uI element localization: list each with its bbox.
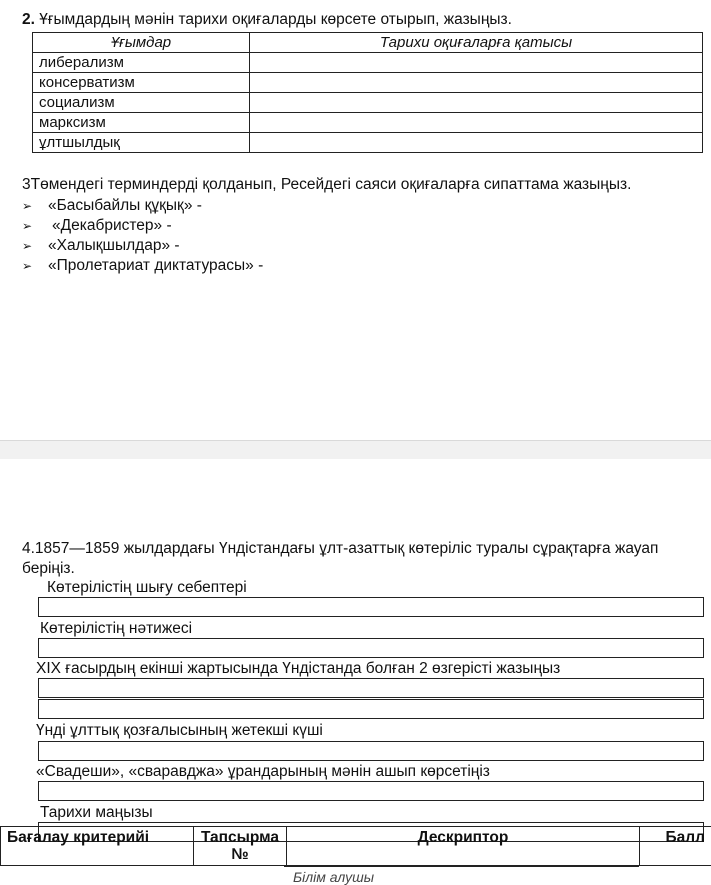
descriptor-subtext: Білім алушы	[293, 869, 374, 885]
task-number-header: Тапсырма №	[194, 827, 287, 866]
arrow-bullet-icon: ➢	[22, 256, 48, 276]
assessment-criteria-table	[0, 826, 711, 866]
score-header: Балл	[640, 827, 711, 866]
table-row: социализм	[33, 93, 703, 113]
prompt-leading-force: Үнді ұлттық қозғалысының жетекші күші	[36, 722, 323, 740]
prompt-slogans: «Свадеши», «сваравджа» ұрандарының мәнін ашып көрсетіңіз	[36, 763, 490, 781]
worksheet-page-bottom	[0, 459, 711, 876]
answer-cell[interactable]	[250, 93, 703, 113]
prompt-changes: XIX ғасырдың екінші жартысында Үндістанда болған 2 өзгерісті жазыңыз	[36, 660, 560, 678]
list-item: ➢ «Декабристер» -	[22, 216, 263, 236]
concepts-header: Ұғымдар	[33, 33, 250, 53]
answer-box-causes[interactable]	[38, 597, 704, 617]
answer-cell[interactable]	[250, 53, 703, 73]
worksheet-page-top	[0, 0, 711, 440]
divider	[284, 866, 639, 867]
table-row: либерализм	[33, 53, 703, 73]
list-item: ➢ «Басыбайлы құқық» -	[22, 196, 263, 216]
arrow-bullet-icon: ➢	[22, 196, 48, 216]
answer-box-slogans[interactable]	[38, 781, 704, 801]
page-separator	[0, 440, 711, 460]
descriptor-header: Дескриптор	[287, 827, 640, 866]
answer-box-results[interactable]	[38, 638, 704, 658]
prompt-results: Көтерілістің нәтижесі	[40, 620, 192, 638]
table-row: ұлтшылдық	[33, 133, 703, 153]
arrow-bullet-icon: ➢	[22, 216, 48, 236]
history-relation-header: Тарихи оқиғаларға қатысы	[250, 33, 703, 53]
prompt-causes: Көтерілістің шығу себептері	[47, 579, 247, 597]
prompt-significance: Тарихи маңызы	[40, 804, 153, 822]
question-3-title: 3Төмендегі терминдерді қолданып, Ресейдегі саяси оқиғаларға сипаттама жазыңыз.	[22, 176, 631, 194]
concepts-table	[32, 32, 703, 153]
question-4-title: 4.1857—1859 жылдардағы Үндістандағы ұлт-азаттық көтеріліс туралы сұрақтарға жауап беріңіз.	[22, 539, 692, 579]
answer-box-change-2[interactable]	[38, 699, 704, 719]
answer-box-change-1[interactable]	[38, 678, 704, 698]
answer-cell[interactable]	[250, 113, 703, 133]
table-row: консерватизм	[33, 73, 703, 93]
answer-box-leading-force[interactable]	[38, 741, 704, 761]
list-item: ➢ «Пролетариат диктатурасы» -	[22, 256, 263, 276]
answer-cell[interactable]	[250, 133, 703, 153]
list-item: ➢ «Халықшылдар» -	[22, 236, 263, 256]
answer-cell[interactable]	[250, 73, 703, 93]
question-2-title: 2. Ұғымдардың мәнін тарихи оқиғаларды көрсете отырып, жазыңыз.	[22, 11, 512, 29]
criteria-header: Бағалау критерийі	[1, 827, 194, 866]
table-row: марксизм	[33, 113, 703, 133]
terms-list	[22, 196, 263, 276]
arrow-bullet-icon: ➢	[22, 236, 48, 256]
